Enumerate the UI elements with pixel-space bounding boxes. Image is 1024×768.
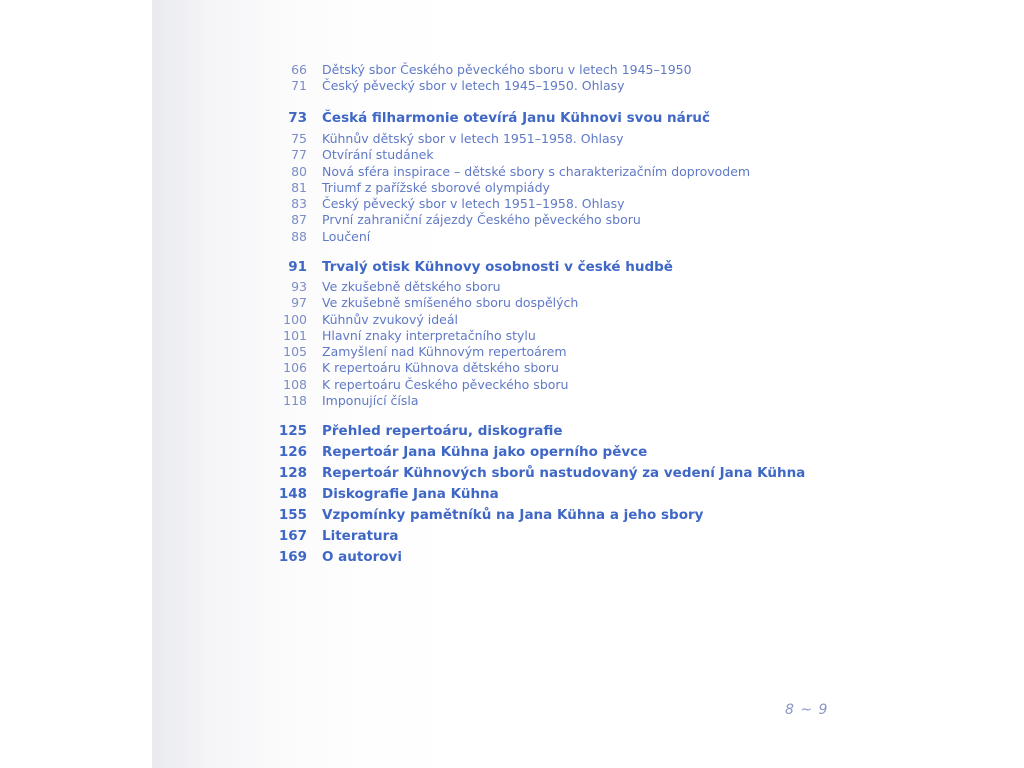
toc-entry-title: Kühnův zvukový ideál (322, 311, 458, 327)
toc-chapter-heading (0, 547, 1024, 568)
toc-entry (0, 360, 1024, 376)
toc-page-number: 100 (283, 311, 307, 327)
toc-page-number: 87 (291, 212, 307, 228)
toc-chapter-heading (0, 257, 1024, 278)
toc-chapter-page-number: 128 (278, 465, 307, 481)
toc-entry (0, 131, 1024, 147)
toc-entry (0, 196, 1024, 212)
toc-chapter-title: Repertoár Kühnových sborů nastudovaný za vedení Jana Kühna (322, 465, 806, 481)
toc-entry-title: Kühnův dětský sbor v letech 1951–1958. Ohlasy (322, 131, 624, 146)
toc-page-number: 93 (291, 279, 307, 294)
toc-chapter-title: Vzpomínky pamětníků na Jana Kühna a jeho sbory (322, 507, 704, 523)
toc-chapter-title: Repertoár Jana Kühna jako operního pěvce (322, 444, 648, 460)
toc-chapter-page-number: 125 (278, 423, 307, 439)
toc-entry (0, 78, 1024, 94)
toc-entry-title: Otvírání studánek (322, 147, 434, 163)
toc-chapter-title: O autorovi (322, 549, 402, 565)
toc-chapter-2 (0, 108, 1024, 129)
toc-entry-title: Český pěvecký sbor v letech 1951–1958. Ohlasy (322, 196, 625, 212)
toc-chapter-heading (0, 505, 1024, 526)
page-folio: 8 ~ 9 (785, 702, 829, 718)
toc-entry-title: K repertoáru Kühnova dětského sboru (322, 360, 559, 376)
toc-page-number: 88 (291, 228, 307, 244)
toc-entry (0, 328, 1024, 344)
toc-entry (0, 164, 1024, 180)
toc-chapter-page-number: 91 (288, 259, 307, 275)
toc-page-number: 97 (291, 295, 307, 311)
toc-entry-title: První zahraniční zájezdy Českého pěveckého sboru (322, 212, 641, 228)
toc-entry-title: Zamyšlení nad Kühnovým repertoárem (322, 344, 567, 360)
toc-chapter-heading (0, 484, 1024, 505)
toc-entry (0, 212, 1024, 228)
toc-group-3 (0, 279, 1024, 409)
toc-entry-title: Český pěvecký sbor v letech 1945–1950. Ohlasy (322, 78, 625, 94)
toc-entry-title: K repertoáru Českého pěveckého sboru (322, 376, 569, 392)
toc-chapter-title: Diskografie Jana Kühna (322, 486, 499, 502)
toc-page-number: 81 (291, 179, 307, 195)
toc-entry (0, 229, 1024, 245)
toc-page-number: 105 (283, 344, 307, 360)
toc-chapter-page-number: 155 (278, 507, 307, 523)
toc-entry (0, 312, 1024, 328)
toc-chapter-page-number: 73 (288, 110, 307, 126)
toc-page-number: 75 (291, 131, 307, 146)
toc-group-1 (0, 62, 1024, 95)
toc-chapter-heading (0, 463, 1024, 484)
toc-entry (0, 377, 1024, 393)
toc-page-number: 83 (291, 196, 307, 212)
toc-chapter-page-number: 126 (278, 444, 307, 460)
toc-chapter-page-number: 148 (278, 486, 307, 502)
toc-chapter-heading (0, 442, 1024, 463)
toc-entry-title: Triumf z pařížské sborové olympiády (322, 179, 550, 195)
toc-page-number: 71 (291, 78, 307, 94)
toc-chapter-3 (0, 257, 1024, 278)
toc-page-number: 80 (291, 163, 307, 179)
toc-chapter-page-number: 167 (278, 528, 307, 544)
toc-entry-title: Imponující čísla (322, 393, 419, 409)
toc-page-number: 101 (283, 327, 307, 343)
toc-entry (0, 344, 1024, 360)
toc-page-number: 66 (291, 62, 307, 77)
toc-chapter-heading (0, 108, 1024, 129)
toc-page-number: 106 (283, 360, 307, 376)
toc-page-number: 108 (283, 376, 307, 392)
toc-entry (0, 62, 1024, 78)
toc-entry (0, 180, 1024, 196)
toc-entry (0, 147, 1024, 163)
toc-chapter-title: Trvalý otisk Kühnovy osobnosti v české hudbě (322, 259, 673, 275)
toc-chapter-heading (0, 526, 1024, 547)
toc-entry-title: Dětský sbor Českého pěveckého sboru v letech 1945–1950 (322, 62, 692, 77)
toc-chapter-page-number: 169 (278, 549, 307, 565)
toc-chapter-title: Česká filharmonie otevírá Janu Kühnovi svou náruč (322, 110, 711, 126)
toc-entry-title: Ve zkušebně dětského sboru (322, 279, 501, 294)
toc-chapter-heading (0, 421, 1024, 442)
toc-entry-title: Loučení (322, 228, 371, 244)
toc-entry-title: Hlavní znaky interpretačního stylu (322, 327, 536, 343)
toc-page-number: 118 (283, 393, 307, 409)
toc-entry (0, 393, 1024, 409)
toc-appendix-group (0, 421, 1024, 568)
toc-entry (0, 279, 1024, 295)
toc-page-number: 77 (291, 147, 307, 163)
toc-entry-title: Ve zkušebně smíšeného sboru dospělých (322, 295, 579, 311)
toc-group-2 (0, 131, 1024, 245)
toc-entry-title: Nová sféra inspirace – dětské sbory s charakterizačním doprovodem (322, 163, 751, 179)
toc-chapter-title: Přehled repertoáru, diskografie (322, 423, 563, 439)
toc-entry (0, 295, 1024, 311)
toc-chapter-title: Literatura (322, 528, 399, 544)
